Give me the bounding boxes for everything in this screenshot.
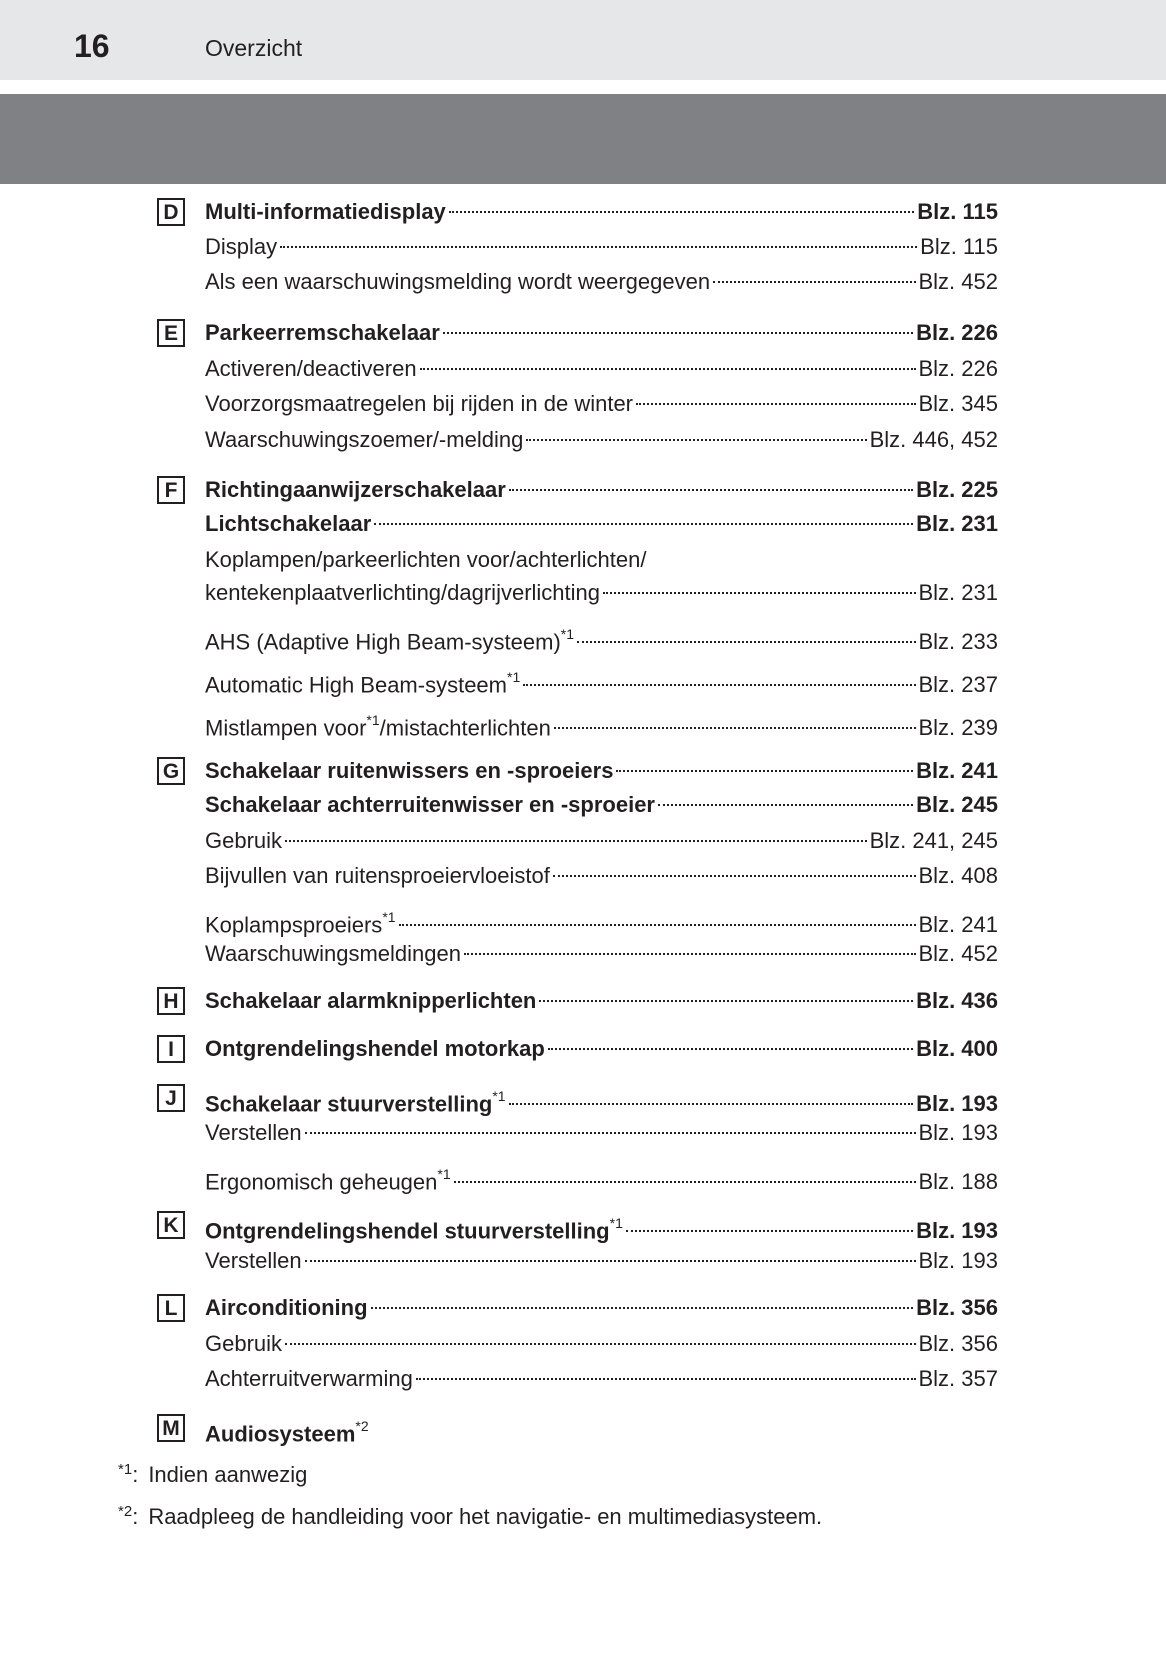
page-ref: Blz. 241 (918, 912, 998, 938)
leader-dots (603, 592, 915, 594)
entry-ergonomisch-geheugen (205, 1161, 998, 1195)
page-ref: Blz. 115 (917, 199, 998, 224)
page-ref: Blz. 231 (918, 580, 998, 605)
page-ref: Blz. 115 (920, 234, 998, 259)
leader-dots (636, 403, 915, 405)
leader-dots (539, 1000, 913, 1002)
entry-activeren (205, 354, 998, 384)
leader-dots (713, 281, 915, 283)
entry-audiosysteem (205, 1413, 998, 1447)
footnote-ref: *2 (355, 1418, 369, 1434)
entry-label: Audiosysteem$^{*2}$ (205, 1418, 369, 1447)
page-ref: Blz. 436 (916, 988, 998, 1013)
page-ref: Blz. 357 (918, 1366, 998, 1391)
entry-mistlampen (205, 707, 998, 741)
leader-dots (416, 1378, 916, 1380)
page-ref: Blz. 226 (918, 356, 998, 381)
leader-dots (509, 1103, 913, 1105)
entry-gebruik-airco (205, 1329, 998, 1359)
leader-dots (577, 641, 915, 643)
entry-bijvullen (205, 861, 998, 891)
page-ref: Blz. 245 (916, 792, 998, 817)
entry-multi-informatiedisplay (205, 197, 998, 227)
entry-label: Koplampsproeiers$^{*1}$ (205, 909, 396, 938)
entry-gebruik-wissers (205, 826, 998, 856)
page-ref: Blz. 241 (916, 758, 998, 783)
leader-dots (305, 1132, 916, 1134)
entry-verstellen-j (205, 1118, 998, 1148)
leader-dots (285, 1343, 915, 1345)
page-ref: Blz. 193 (916, 1091, 998, 1117)
badge-h: H (157, 987, 185, 1015)
illustration-placeholder-bar (0, 94, 1166, 184)
page-ref: Blz. 241, 245 (869, 828, 998, 853)
leader-dots (449, 211, 914, 213)
page-ref: Blz. 345 (918, 391, 998, 416)
entry-label: Gebruik (205, 1331, 283, 1356)
page-ref: Blz. 452 (918, 941, 998, 966)
entry-label: Verstellen (205, 1248, 302, 1273)
leader-dots (658, 804, 913, 806)
entry-label: Waarschuwingszoemer/-melding (205, 427, 524, 452)
leader-dots (454, 1181, 916, 1183)
page-ref: Blz. 237 (918, 672, 998, 698)
page-ref: Blz. 400 (916, 1036, 998, 1061)
footnote-mark: *2 (118, 1503, 133, 1520)
badge-m: M (157, 1414, 185, 1442)
leader-dots (285, 840, 867, 842)
leader-dots (464, 953, 916, 955)
page-ref: Blz. 188 (918, 1169, 998, 1195)
leader-dots (443, 332, 913, 334)
entry-label: Ergonomisch geheugen$^{*1}$ (205, 1166, 451, 1195)
footnote-ref: *1 (492, 1088, 506, 1104)
footnote-ref: *1 (437, 1166, 451, 1182)
leader-dots (280, 246, 917, 248)
entry-ruitenwissers (205, 756, 998, 786)
entry-label: kentekenplaatverlichting/dagrijverlichting (205, 580, 601, 605)
entry-label: Mistlampen voor$^{*1}$/mistachterlichten (205, 712, 551, 741)
entry-verstellen-k (205, 1246, 998, 1276)
leader-dots (548, 1048, 913, 1050)
leader-dots (553, 875, 916, 877)
entry-label: Voorzorgsmaatregelen bij rijden in de winter (205, 391, 634, 416)
footnote-ref: *1 (507, 669, 521, 685)
entry-motorkap (205, 1034, 998, 1064)
page-ref: Blz. 231 (916, 511, 998, 536)
leader-dots (305, 1260, 916, 1262)
footnote-ref: *1 (560, 626, 575, 642)
leader-dots (371, 1307, 914, 1309)
entry-koplampsproeiers (205, 904, 998, 938)
leader-dots (616, 770, 913, 772)
entry-label: Lichtschakelaar (205, 511, 372, 536)
entry-label: Schakelaar stuurverstelling$^{*1}$ (205, 1088, 506, 1117)
entry-label: Ontgrendelingshendel stuurverstelling$^{*1}$ (205, 1215, 623, 1244)
leader-dots (554, 727, 916, 729)
entry-stuurverstelling (205, 1083, 998, 1117)
section-title: Overzicht (205, 35, 303, 61)
page-ref: Blz. 226 (916, 320, 998, 345)
entry-label: Parkeerremschakelaar (205, 320, 440, 345)
footnote-ref: *1 (382, 909, 396, 925)
page-number: 16 (74, 28, 110, 64)
page-ref: Blz. 452 (918, 269, 998, 294)
badge-g: G (157, 757, 185, 785)
badge-i: I (157, 1035, 185, 1063)
entry-label: Als een waarschuwingsmelding wordt weergegeven (205, 269, 711, 294)
entry-label: AHS (Adaptive High Beam-systeem)$^{*1}$ (205, 626, 575, 655)
badge-l: L (157, 1294, 185, 1322)
badge-d: D (157, 198, 185, 226)
badge-f: F (157, 476, 185, 504)
entry-waarschuwingsmelding (205, 267, 998, 297)
entry-label: Verstellen (205, 1120, 302, 1145)
leader-dots (374, 523, 913, 525)
entry-label: Multi-informatiedisplay (205, 199, 446, 224)
entry-richtingaanwijzerschakelaar (205, 475, 998, 505)
entry-waarschuwingsmeldingen (205, 939, 998, 969)
entry-label: Achterruitverwarming (205, 1366, 413, 1391)
leader-dots (523, 684, 915, 686)
leader-dots (420, 368, 916, 370)
leader-dots (526, 439, 866, 441)
page-ref: Blz. 446, 452 (869, 427, 998, 452)
entry-ontgrendelingshendel-stuur (205, 1210, 998, 1244)
badge-j: J (157, 1084, 185, 1112)
footnote-text: Indien aanwezig (148, 1462, 308, 1487)
badge-e: E (157, 319, 185, 347)
footnote-2: $^{*2}$: Raadpleeg de handleiding voor het navigatie- en multimediasysteem. (118, 1503, 823, 1529)
entry-kentekenplaatverlichting (205, 578, 998, 608)
entry-ahs (205, 621, 998, 655)
page-ref: Blz. 193 (918, 1248, 998, 1273)
entry-label: Waarschuwingsmeldingen (205, 941, 461, 966)
entry-label: Schakelaar ruitenwissers en -sproeiers (205, 758, 614, 783)
footnote-text: Raadpleeg de handleiding voor het navigatie- en multimediasysteem. (148, 1504, 823, 1529)
entry-label: Airconditioning (205, 1295, 368, 1320)
entry-waarschuwingszoemer (205, 425, 998, 455)
entry-display (205, 232, 998, 262)
page-ref: Blz. 356 (916, 1295, 998, 1320)
footnote-1: $^{*1}$: Indien aanwezig (118, 1461, 308, 1487)
entry-label: Automatic High Beam-systeem$^{*1}$ (205, 669, 521, 698)
entry-label: Schakelaar achterruitenwisser en -sproeier (205, 792, 655, 817)
header-band (0, 0, 1166, 80)
page-ref: Blz. 239 (918, 715, 998, 741)
page-ref: Blz. 356 (918, 1331, 998, 1356)
entry-achterruitenwisser (205, 790, 998, 820)
entry-parkeerremschakelaar (205, 318, 998, 348)
entry-achterruitverwarming (205, 1364, 998, 1394)
page-ref: Blz. 233 (918, 629, 998, 655)
footnote-ref: *1 (609, 1215, 623, 1231)
page-ref: Blz. 193 (918, 1120, 998, 1145)
page-ref: Blz. 408 (918, 863, 998, 888)
entry-label: Bijvullen van ruitensproeiervloeistof (205, 863, 550, 888)
entry-label: Schakelaar alarmknipperlichten (205, 988, 537, 1013)
leader-dots (509, 489, 913, 491)
leader-dots (399, 924, 916, 926)
entry-label: Display (205, 234, 278, 259)
footnote-mark: *1 (118, 1461, 133, 1478)
entry-label: Richtingaanwijzerschakelaar (205, 477, 506, 502)
leader-dots (626, 1230, 913, 1232)
entry-label: Ontgrendelingshendel motorkap (205, 1036, 545, 1061)
page-ref: Blz. 193 (916, 1218, 998, 1244)
entry-automatic-high-beam (205, 664, 998, 698)
entry-voorzorgsmaatregelen (205, 389, 998, 419)
entry-airconditioning (205, 1293, 998, 1323)
entry-lichtschakelaar (205, 509, 998, 539)
entry-label: Activeren/deactiveren (205, 356, 417, 381)
badge-k: K (157, 1211, 185, 1239)
footnote-ref: *1 (366, 712, 380, 728)
entry-koplampen-line1: Koplampen/parkeerlichten voor/achterlichten/ (205, 547, 647, 572)
entry-alarmknipperlichten (205, 986, 998, 1016)
page-ref: Blz. 225 (916, 477, 998, 502)
entry-label: Gebruik (205, 828, 283, 853)
